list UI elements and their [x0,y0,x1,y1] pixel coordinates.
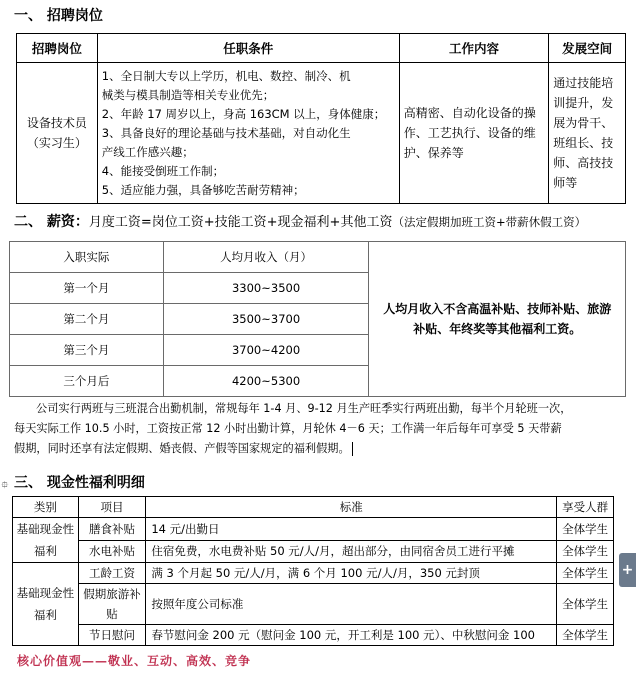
salary-period: 第二个月 [10,304,164,335]
benefit-standard: 14 元/出勤日 [146,518,557,541]
condition-line: 产线工作感兴趣； [101,144,194,159]
benefit-item: 水电补贴 [78,540,146,563]
salary-header-row [10,242,626,273]
conditions-cell [97,63,399,204]
benefit-item: 工龄工资 [78,563,146,584]
benefit-item: 膳食补贴 [78,518,146,541]
benefit-standard: 满 3 个月起 50 元/人/月，满 6 个月 100 元/人/月，350 元封顶 [146,563,557,584]
benefits-col-standard: 标准 [146,497,557,518]
benefit-standard: 住宿免费，水电费补贴 50 元/人/月，超出部分，由同宿舍员工进行平摊 [146,540,557,563]
header-conditions: 任职条件 [97,34,399,63]
salary-col-period: 入职实际 [10,242,164,273]
benefit-audience: 全体学生 [557,518,614,541]
section2-heading [14,211,586,231]
side-expand-tab-icon[interactable]: + [619,553,636,587]
shift-paragraph [14,399,626,459]
benefit-audience: 全体学生 [557,563,614,584]
salary-formula: 月度工资=岗位工资+技能工资+现金福利+其他工资 [88,215,393,230]
paragraph-line-text: 假期，同时还享有法定假期、婚丧假、产假等国家规定的福利假期。 [14,442,350,455]
header-content: 工作内容 [399,34,548,63]
benefit-category: 基础现金性福利 [13,563,79,646]
condition-line: 1、全日制大专以上学历，机电、数控、制冷、机 [101,68,351,83]
benefit-audience: 全体学生 [557,584,614,625]
positions-table [16,33,626,204]
salary-period: 三个月后 [10,366,164,397]
benefits-table [12,496,614,646]
benefits-row [13,563,614,584]
condition-line: 械类与模具制造等相关专业优先； [101,87,275,102]
benefits-row [13,518,614,541]
benefits-row [13,540,614,563]
benefits-col-category: 类别 [13,497,79,518]
core-values-slogan: 核心价值观——敬业、互动、高效、竞争 [17,654,252,668]
benefits-row [13,625,614,646]
paragraph-line: 每天实际工作 10.5 小时，工资按正常 12 小时出勤计算，月轮休 4－6 天；工作满一年后每年可享受 5 天带薪 [14,422,562,435]
salary-amount: 3300~3500 [163,273,369,304]
paragraph-line: 公司实行两班与三班混合出勤机制，常规每年 1-4 月、9-12 月生产旺季实行两班出勤，每半个月轮班一次， [36,402,572,415]
salary-period: 第一个月 [10,273,164,304]
table-move-handle-icon[interactable]: ⯐ [1,480,9,491]
text-cursor [352,442,353,456]
benefit-category: 基础现金性福利 [13,518,79,563]
positions-header-row [17,34,626,63]
benefit-standard: 按照年度公司标准 [146,584,557,625]
salary-amount: 3700~4200 [163,335,369,366]
benefits-row [13,584,614,625]
paragraph-line [14,439,626,459]
benefit-standard: 春节慰问金 200 元（慰问金 100 元，开工利是 100 元）、中秋慰问金 100 [146,625,557,646]
benefits-col-item: 项目 [78,497,146,518]
salary-formula-note: （法定假期加班工资+带薪休假工资） [392,215,587,229]
benefit-audience: 全体学生 [557,540,614,563]
condition-line: 3、具备良好的理论基础与技术基础，对自动化生 [101,125,351,140]
salary-table [9,241,626,397]
content-cell: 高精密、自动化设备的操作、工艺执行、设备的维护、保养等 [399,63,548,204]
benefit-audience: 全体学生 [557,625,614,646]
condition-line: 4、能接受倒班工作制； [101,163,225,178]
header-growth: 发展空间 [549,34,626,63]
section2-title: 二、 薪资： [14,214,89,230]
benefit-item: 假期旅游补贴 [78,584,146,625]
salary-amount: 3500~3700 [163,304,369,335]
section3-title: 三、 现金性福利明细 [14,475,145,491]
condition-line: 2、年龄 17 周岁以上，身高 163CM 以上，身体健康； [101,106,386,121]
role-cell: 设备技术员（实习生） [17,63,98,204]
header-position: 招聘岗位 [17,34,98,63]
benefit-item: 节日慰问 [78,625,146,646]
salary-col-amount: 人均月收入（月） [163,242,369,273]
benefits-header-row [13,497,614,518]
salary-remark: 人均月收入不含高温补贴、技师补贴、旅游补贴、年终奖等其他福利工资。 [369,242,626,397]
salary-period: 第三个月 [10,335,164,366]
positions-row [17,63,626,204]
growth-cell: 通过技能培训提升，发展为骨干、班组长、技师、高技技师等 [549,63,626,204]
salary-amount: 4200~5300 [163,366,369,397]
benefits-col-audience: 享受人群 [557,497,614,518]
section1-title: 一、 招聘岗位 [14,8,103,24]
condition-line: 5、适应能力强，具备够吃苦耐劳精神； [101,182,305,197]
